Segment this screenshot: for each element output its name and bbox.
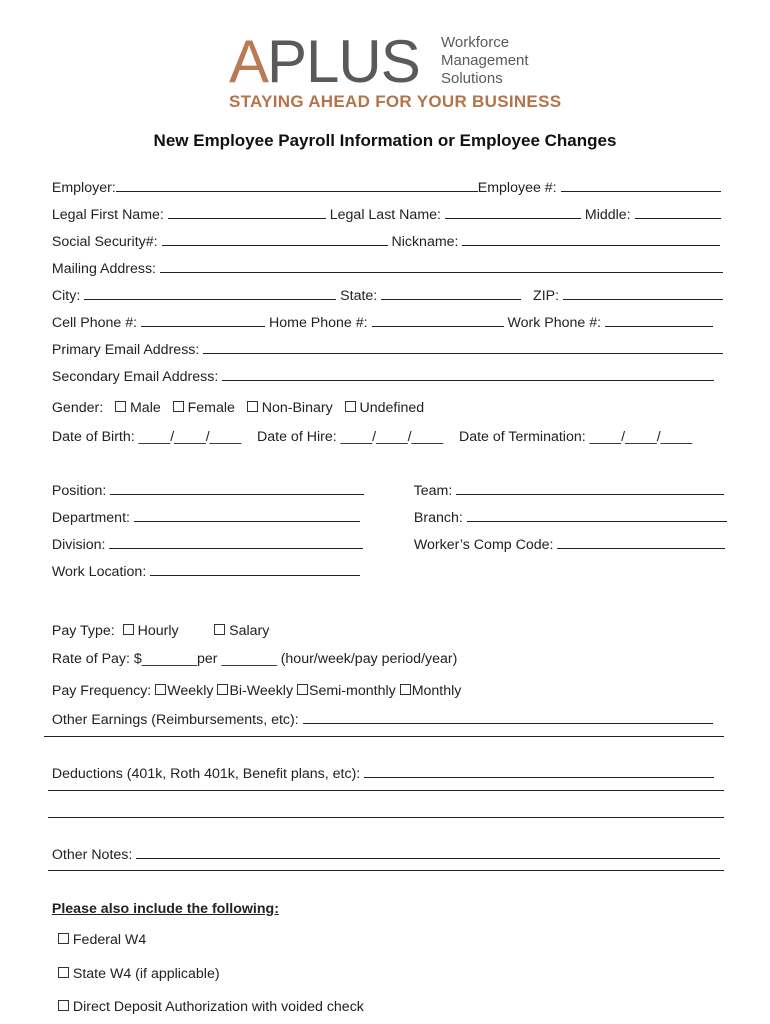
direct-deposit-label: Direct Deposit Authorization with voided check — [72, 999, 364, 1015]
other-notes-label: Other Notes: — [51, 847, 133, 863]
logo-wordmark — [229, 28, 420, 95]
pay-salary-label: Salary — [229, 623, 270, 639]
row-dates — [44, 410, 692, 446]
freq-semimonthly-label: Semi-monthly — [309, 683, 396, 699]
branch-label: Branch: — [413, 510, 463, 526]
cell-phone-label: Cell Phone #: — [51, 315, 138, 331]
middle-name-label: Middle: — [584, 207, 631, 223]
rate-label: Rate of Pay: $ — [51, 651, 142, 667]
workers-comp-label: Worker’s Comp Code: — [413, 537, 554, 553]
dob-label: Date of Birth: — [51, 429, 135, 445]
ssn-label: Social Security#: — [51, 234, 158, 250]
deductions-line-2[interactable] — [48, 790, 724, 791]
row-workers-comp — [406, 517, 725, 554]
company-logo — [229, 28, 562, 111]
position-label: Position: — [51, 483, 107, 499]
team-label: Team: — [413, 483, 453, 499]
work-location-label: Work Location: — [51, 564, 147, 580]
pay-frequency-label: Pay Frequency: — [51, 683, 152, 699]
form-title: New Employee Payroll Information or Employee Changes — [153, 131, 617, 150]
rate-period-options: (hour/week/pay period/year) — [280, 651, 458, 667]
work-location-field[interactable] — [150, 562, 360, 576]
work-phone-label: Work Phone #: — [507, 315, 602, 331]
other-earnings-label: Other Earnings (Reimbursements, etc): — [51, 712, 299, 728]
include-item-federal-w4 — [50, 913, 146, 949]
logo-sub-line-1: Workforce — [441, 34, 510, 51]
dot-label: Date of Termination: — [458, 429, 586, 445]
gender-male-label: Male — [129, 400, 161, 416]
other-earnings-line-2[interactable] — [44, 736, 724, 737]
rate-period-field[interactable]: _______ — [221, 651, 277, 667]
freq-weekly-label: Weekly — [167, 683, 214, 699]
mailing-address-label: Mailing Address: — [51, 261, 156, 277]
secondary-email-field[interactable] — [222, 367, 714, 381]
freq-monthly-label: Monthly — [411, 683, 462, 699]
logo-letter-a: A — [229, 28, 268, 95]
state-w4-checkbox[interactable] — [58, 967, 69, 978]
legal-last-name-label: Legal Last Name: — [329, 207, 441, 223]
primary-email-label: Primary Email Address: — [51, 342, 200, 358]
employee-number-label: Employee #: — [477, 180, 557, 196]
legal-first-name-label: Legal First Name: — [51, 207, 164, 223]
logo-sub-line-3: Solutions — [441, 70, 503, 87]
other-earnings-field[interactable] — [303, 710, 713, 724]
logo-tagline: STAYING AHEAD FOR YOUR BUSINESS — [229, 92, 562, 111]
state-w4-label: State W4 (if applicable) — [72, 966, 220, 982]
include-item-state-w4 — [50, 947, 220, 983]
deductions-field[interactable] — [364, 764, 714, 778]
row-other-earnings — [44, 692, 713, 729]
division-label: Division: — [51, 537, 106, 553]
pay-type-label: Pay Type: — [51, 623, 115, 639]
federal-w4-checkbox[interactable] — [58, 933, 69, 944]
logo-sub-line-2: Management — [441, 52, 529, 69]
doh-field[interactable]: ____/____/____ — [340, 429, 444, 445]
gender-female-label: Female — [187, 400, 235, 416]
direct-deposit-checkbox[interactable] — [58, 1000, 69, 1011]
row-deductions — [44, 746, 714, 783]
doh-label: Date of Hire: — [257, 429, 337, 445]
state-label: State: — [340, 288, 378, 304]
department-label: Department: — [51, 510, 130, 526]
gender-undefined-label: Undefined — [359, 400, 425, 416]
row-rate — [44, 632, 457, 668]
include-item-direct-deposit — [50, 980, 364, 1016]
gender-label: Gender: — [51, 400, 104, 416]
gender-nonbinary-label: Non-Binary — [261, 400, 333, 416]
dot-field[interactable]: ____/____/____ — [589, 429, 693, 445]
other-notes-line-2[interactable] — [48, 870, 724, 871]
deductions-label: Deductions (401k, Roth 401k, Benefit plans, etc): — [51, 766, 361, 782]
freq-biweekly-label: Bi-Weekly — [229, 683, 294, 699]
home-phone-label: Home Phone #: — [268, 315, 368, 331]
rate-amount-field[interactable]: _______ — [141, 651, 198, 667]
include-heading: Please also include the following: — [51, 901, 279, 917]
deductions-line-3[interactable] — [48, 817, 724, 818]
other-notes-field[interactable] — [136, 845, 720, 859]
zip-label: ZIP: — [533, 288, 560, 304]
row-other-notes — [44, 827, 720, 864]
row-work-location — [44, 544, 360, 581]
rate-per-label: per — [197, 651, 218, 667]
pay-hourly-label: Hourly — [137, 623, 179, 639]
workers-comp-field[interactable] — [557, 535, 725, 549]
federal-w4-label: Federal W4 — [72, 932, 147, 948]
city-label: City: — [51, 288, 81, 304]
secondary-email-label: Secondary Email Address: — [51, 369, 219, 385]
employer-label: Employer: — [51, 180, 116, 196]
dob-field[interactable]: ____/____/____ — [138, 429, 242, 445]
logo-subtitle — [441, 34, 529, 88]
nickname-label: Nickname: — [391, 234, 459, 250]
logo-letters-plus: PLUS — [267, 28, 420, 95]
